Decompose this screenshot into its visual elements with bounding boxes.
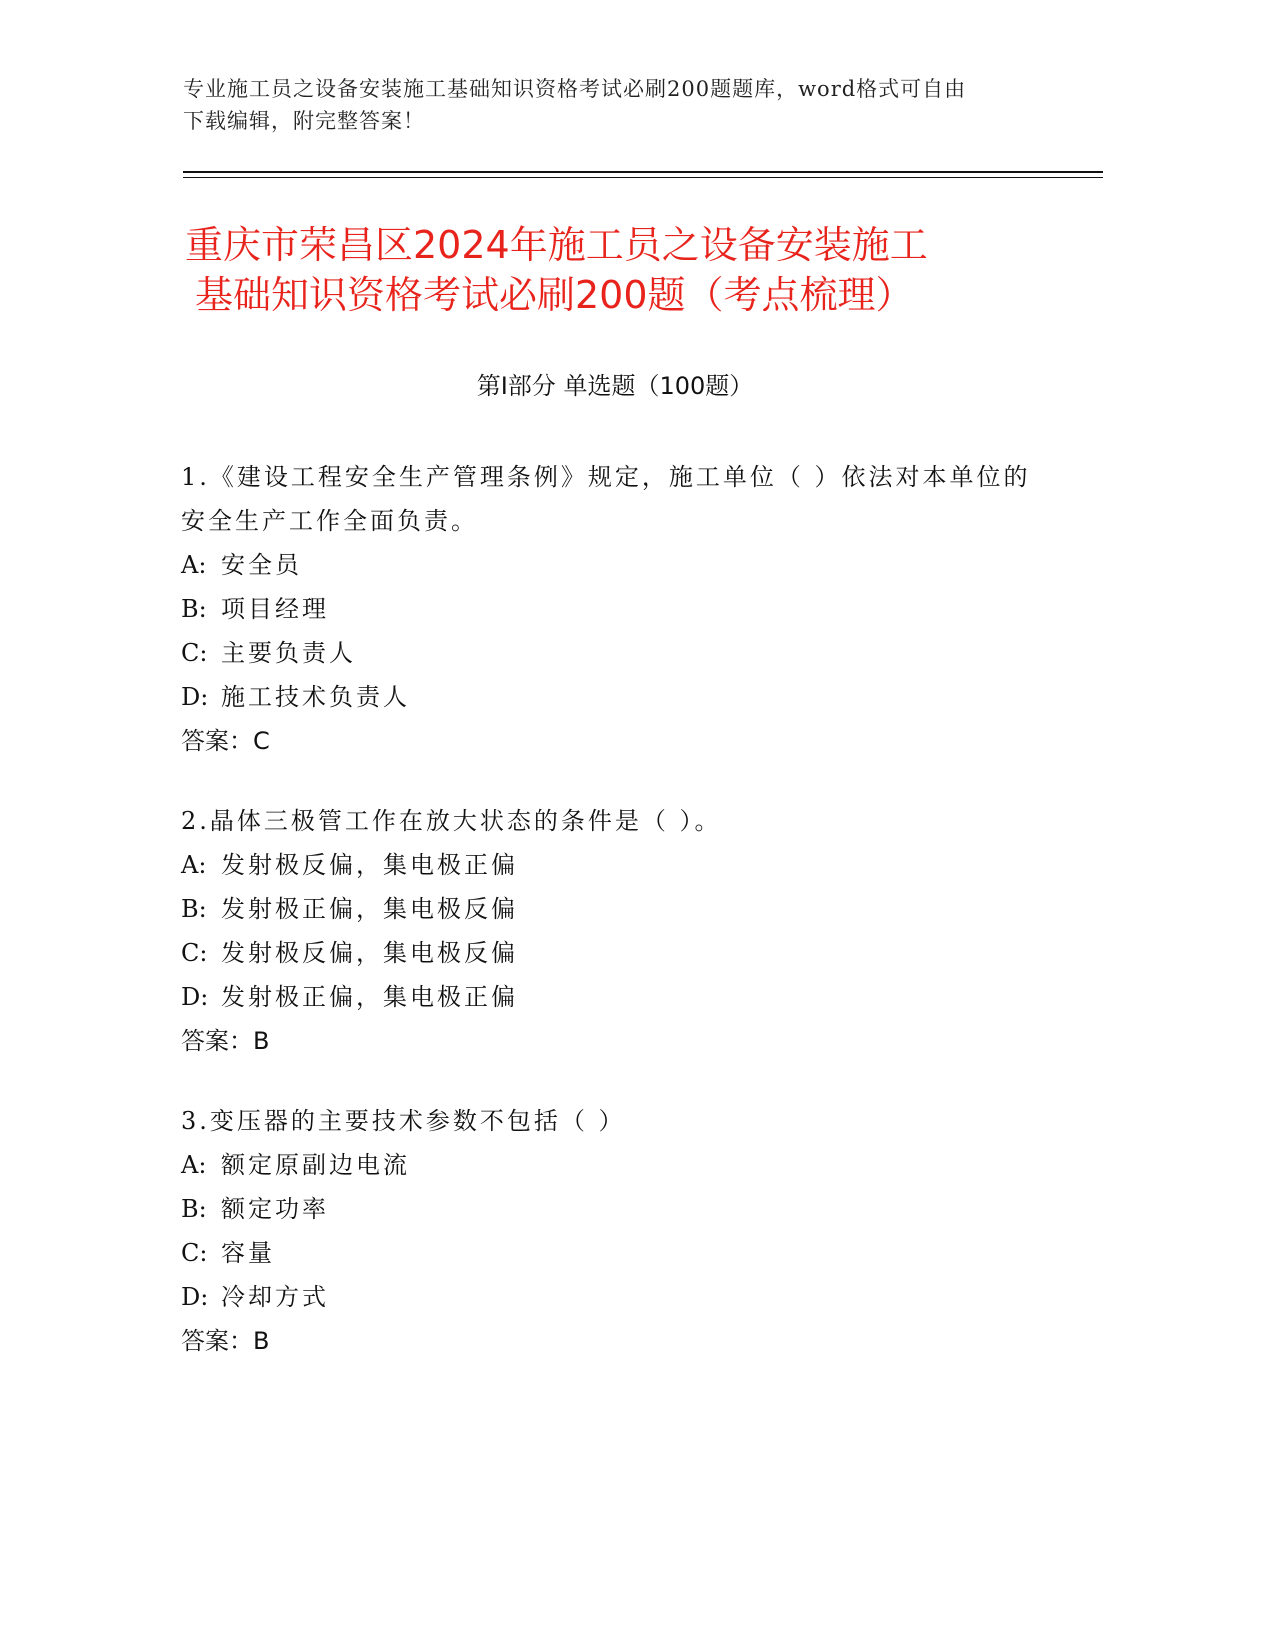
option-text: 主要负责人: [221, 639, 356, 667]
answer-text: 答案：B: [181, 1327, 270, 1355]
question-list: [181, 455, 1051, 1399]
option-letter: B:: [181, 895, 207, 923]
question-2: [181, 799, 1051, 1063]
option-d: [181, 675, 1051, 719]
header-note: [183, 73, 1083, 137]
option-d: [181, 1275, 1051, 1319]
option-b: [181, 1187, 1051, 1231]
header-note-line2: 下载编辑，附完整答案！: [183, 109, 425, 133]
answer-text: 答案：B: [181, 1027, 270, 1055]
option-letter: A:: [181, 1151, 207, 1179]
option-a: [181, 1143, 1051, 1187]
header-rule-thin: [183, 177, 1103, 178]
option-d: [181, 975, 1051, 1019]
option-letter: A:: [181, 851, 207, 879]
question-3: [181, 1099, 1051, 1363]
option-c: [181, 1231, 1051, 1275]
section-title: 第Ⅰ部分 单选题（100题）: [476, 372, 754, 400]
option-b: [181, 887, 1051, 931]
document-title-line1: 重庆市荣昌区2024年施工员之设备安装施工: [185, 223, 928, 267]
option-letter: B:: [181, 595, 207, 623]
answer-text: 答案：C: [181, 727, 270, 755]
option-text: 发射极正偏，集电极反偏: [221, 895, 518, 923]
option-text: 项目经理: [221, 595, 329, 623]
option-text: 额定功率: [221, 1195, 329, 1223]
document-title: [185, 220, 1065, 320]
option-letter: C:: [181, 1239, 208, 1267]
question-stem: 2.晶体三极管工作在放大状态的条件是（ ）。: [181, 807, 722, 835]
header-note-line1: 专业施工员之设备安装施工基础知识资格考试必刷200题题库，word格式可自由: [183, 77, 967, 101]
option-letter: C:: [181, 939, 208, 967]
option-letter: D:: [181, 983, 209, 1011]
option-a: [181, 843, 1051, 887]
option-c: [181, 931, 1051, 975]
option-text: 发射极正偏，集电极正偏: [221, 983, 518, 1011]
question-1: [181, 455, 1051, 763]
option-text: 额定原副边电流: [221, 1151, 410, 1179]
option-letter: C:: [181, 639, 208, 667]
option-text: 发射极反偏，集电极反偏: [221, 939, 518, 967]
option-letter: A:: [181, 551, 207, 579]
question-stem: 1.《建设工程安全生产管理条例》规定，施工单位（ ）依法对本单位的安全生产工作全面负责。: [181, 463, 1031, 535]
option-b: [181, 587, 1051, 631]
header-rule-thick: [183, 171, 1103, 173]
option-text: 施工技术负责人: [221, 683, 410, 711]
option-a: [181, 543, 1051, 587]
option-letter: B:: [181, 1195, 207, 1223]
option-c: [181, 631, 1051, 675]
question-stem: 3.变压器的主要技术参数不包括（ ）: [181, 1107, 626, 1135]
option-letter: D:: [181, 683, 209, 711]
option-text: 冷却方式: [221, 1283, 329, 1311]
document-title-line2: 基础知识资格考试必刷200题（考点梳理）: [195, 273, 914, 317]
option-text: 安全员: [221, 551, 302, 579]
option-text: 容量: [221, 1239, 275, 1267]
option-text: 发射极反偏，集电极正偏: [221, 851, 518, 879]
option-letter: D:: [181, 1283, 209, 1311]
